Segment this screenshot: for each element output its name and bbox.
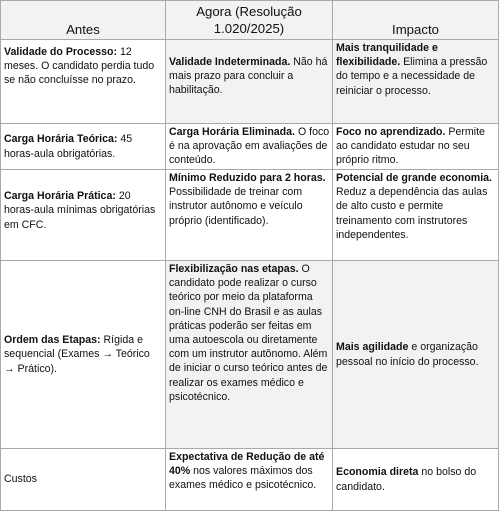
cell-agora xyxy=(166,170,333,261)
cell-antes xyxy=(1,40,166,124)
cell-impacto xyxy=(333,170,499,261)
cell-impacto xyxy=(333,261,499,449)
table-row xyxy=(1,124,499,170)
cell-impacto-title: Mais agilidade xyxy=(336,341,409,354)
cell-agora xyxy=(166,124,333,170)
cell-agora-text: O foco é na aprovação em avaliações de conteúdo. xyxy=(169,126,330,167)
cell-antes-title: Validade do Processo: xyxy=(4,46,118,58)
cell-impacto-text: Reduz a dependência das aulas de alto custo e permite treinamento com instrutores independentes. xyxy=(336,186,488,241)
cell-agora xyxy=(166,40,333,124)
cell-antes-title: Ordem das Etapas: xyxy=(4,334,101,347)
cell-impacto-title: Foco no aprendizado. xyxy=(336,126,446,138)
cell-antes xyxy=(1,449,166,511)
cell-antes-text: 20 horas-aula mínimas obrigatórias em CFC. xyxy=(4,190,156,231)
header-antes: Antes xyxy=(1,1,166,40)
cell-impacto-text: no bolso do candidato. xyxy=(336,466,477,493)
cell-antes xyxy=(1,124,166,170)
header-agora: Agora (Resolução 1.020/2025) xyxy=(166,1,333,40)
cell-agora-text: Possibilidade de treinar com instrutor autônomo e veículo próprio (identificado). xyxy=(169,186,303,227)
cell-antes-title: Carga Horária Prática: xyxy=(4,190,116,203)
header-row xyxy=(1,1,499,40)
cell-impacto xyxy=(333,449,499,511)
cell-agora-title: Carga Horária Eliminada. xyxy=(169,126,295,138)
cell-agora-text: nos valores máximos dos exames médico e psicotécnico. xyxy=(169,465,317,492)
cell-antes-text: Custos xyxy=(4,473,37,486)
cell-antes xyxy=(1,170,166,261)
header-impacto: Impacto xyxy=(333,1,499,40)
table-row xyxy=(1,261,499,449)
cell-agora-text: Não há mais prazo para concluir a habilitação. xyxy=(169,56,328,97)
cell-antes-text: 45 horas-aula obrigatórias. xyxy=(4,133,133,160)
table-body xyxy=(1,40,499,511)
table-row xyxy=(1,170,499,261)
cell-impacto-text: Elimina a pressão do tempo e a necessidade de reiniciar o processo. xyxy=(336,56,488,97)
cell-agora-title: Expectativa de Redução de até 40% xyxy=(169,451,325,478)
cell-agora xyxy=(166,261,333,449)
cell-agora-title: Flexibilização nas etapas. xyxy=(169,263,299,275)
cell-antes xyxy=(1,261,166,449)
cell-antes-text: Rígida e sequencial (Exames → Teórico → Prático). xyxy=(4,334,150,375)
table-header xyxy=(1,1,499,40)
cell-impacto xyxy=(333,124,499,170)
cell-impacto-text: Permite ao candidato estudar no seu próprio ritmo. xyxy=(336,126,485,167)
cell-antes-title: Carga Horária Teórica: xyxy=(4,133,118,146)
cell-antes-text: 12 meses. O candidato perdia tudo se não concluísse no prazo. xyxy=(4,46,155,87)
cell-impacto xyxy=(333,40,499,124)
cell-agora-title: Validade Indeterminada. xyxy=(169,56,291,68)
cell-impacto-title: Economia direta xyxy=(336,466,419,479)
table-row xyxy=(1,40,499,124)
cell-agora-text: O candidato pode realizar o curso teórico por meio da plataforma on-line CNH do Brasil e as aulas práticas poderão ser feitas em uma autoescola ou diretamente com um instrutor autônomo. Além de iniciar o curso teórico antes de realizar os exames médico e psicotécnico. xyxy=(169,263,328,403)
cell-agora-title: Mínimo Reduzido para 2 horas. xyxy=(169,172,326,184)
cell-impacto-title: Potencial de grande economia. xyxy=(336,172,493,184)
cell-agora xyxy=(166,449,333,511)
cell-impacto-text: e organização pessoal no início do processo. xyxy=(336,341,479,368)
table-row xyxy=(1,449,499,511)
cell-impacto-title: Mais tranquilidade e flexibilidade. xyxy=(336,42,438,69)
